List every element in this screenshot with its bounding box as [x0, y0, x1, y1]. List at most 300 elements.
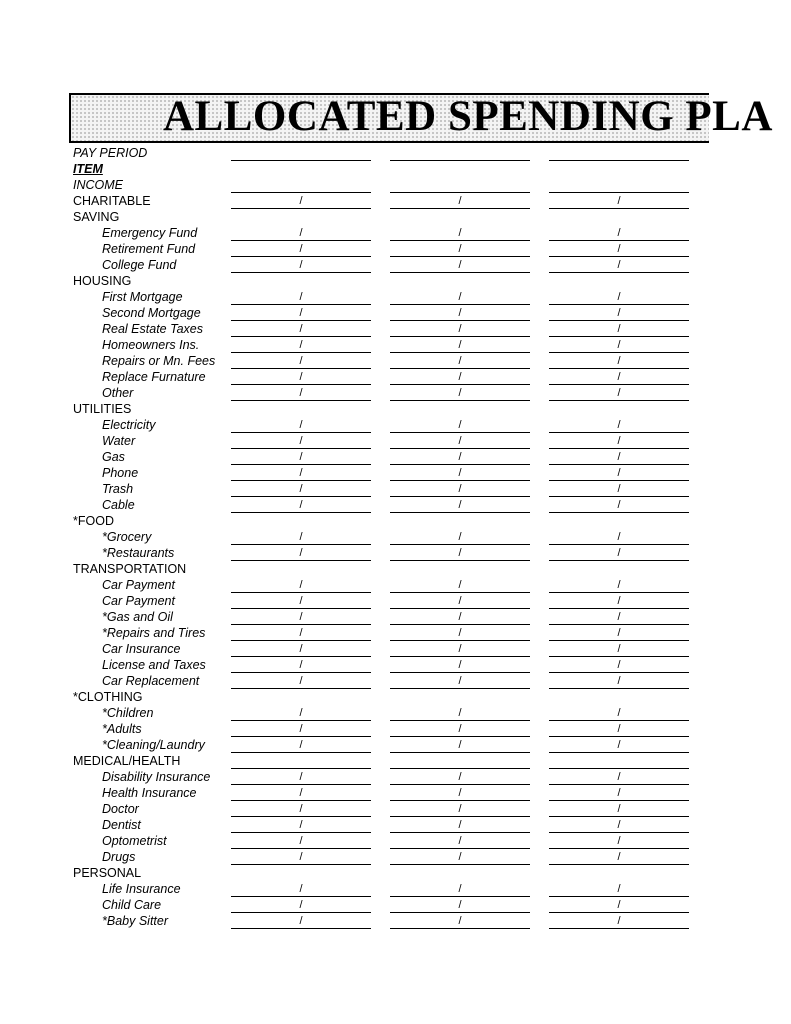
amount-blank-3[interactable]	[549, 385, 689, 401]
amount-blank-2[interactable]	[390, 241, 530, 257]
date-slash: /	[617, 547, 621, 559]
amount-blank-2[interactable]	[390, 305, 530, 321]
date-slash: /	[617, 707, 621, 719]
amount-blank-2[interactable]	[390, 353, 530, 369]
amount-blank-3[interactable]	[549, 913, 689, 929]
amount-blank-3[interactable]	[549, 833, 689, 849]
form-row	[0, 353, 791, 369]
form-row	[0, 481, 791, 497]
amount-blank-1[interactable]	[231, 305, 371, 321]
date-slash: /	[299, 291, 303, 303]
amount-blank-3[interactable]	[549, 193, 689, 209]
amount-blank-1[interactable]	[231, 849, 371, 865]
date-slash: /	[617, 499, 621, 511]
amount-blank-1[interactable]	[231, 465, 371, 481]
form-row	[0, 497, 791, 513]
form-row	[0, 225, 791, 241]
row-label: *Baby Sitter	[102, 914, 169, 928]
date-slash: /	[617, 595, 621, 607]
form-row	[0, 433, 791, 449]
form-row	[0, 865, 791, 881]
date-slash: /	[299, 627, 303, 639]
date-slash: /	[299, 355, 303, 367]
amount-blank-1[interactable]	[231, 913, 371, 929]
date-slash: /	[458, 371, 462, 383]
amount-blank-3[interactable]	[549, 353, 689, 369]
amount-blank-3[interactable]	[549, 465, 689, 481]
date-slash: /	[458, 499, 462, 511]
row-label: HOUSING	[73, 274, 132, 288]
amount-blank-1[interactable]	[231, 193, 371, 209]
date-slash: /	[299, 451, 303, 463]
date-slash: /	[299, 707, 303, 719]
amount-blank-3[interactable]	[549, 481, 689, 497]
row-label: Cable	[102, 498, 135, 512]
date-slash: /	[299, 659, 303, 671]
date-slash: /	[617, 531, 621, 543]
amount-blank-2[interactable]	[390, 801, 530, 817]
amount-blank-2[interactable]	[390, 385, 530, 401]
date-slash: /	[299, 835, 303, 847]
amount-blank-3[interactable]	[549, 641, 689, 657]
row-label: Drugs	[102, 850, 136, 864]
amount-blank-1[interactable]	[231, 369, 371, 385]
amount-blank-2[interactable]	[390, 481, 530, 497]
date-slash: /	[299, 547, 303, 559]
form-row	[0, 785, 791, 801]
amount-blank-2[interactable]	[390, 337, 530, 353]
date-slash: /	[458, 195, 462, 207]
amount-blank-3[interactable]	[549, 769, 689, 785]
amount-blank-2[interactable]	[390, 785, 530, 801]
amount-blank-3[interactable]	[549, 817, 689, 833]
date-slash: /	[458, 675, 462, 687]
amount-blank-1[interactable]	[231, 353, 371, 369]
date-slash: /	[299, 851, 303, 863]
amount-blank-2[interactable]	[390, 849, 530, 865]
row-label: Retirement Fund	[102, 242, 196, 256]
date-slash: /	[617, 739, 621, 751]
amount-blank-3[interactable]	[549, 449, 689, 465]
amount-blank-1[interactable]	[231, 769, 371, 785]
row-label: Phone	[102, 466, 139, 480]
date-slash: /	[458, 771, 462, 783]
amount-blank-2[interactable]	[390, 913, 530, 929]
date-slash: /	[458, 355, 462, 367]
amount-blank-3[interactable]	[549, 433, 689, 449]
form-row	[0, 769, 791, 785]
date-slash: /	[299, 419, 303, 431]
row-label: Car Insurance	[102, 642, 181, 656]
date-slash: /	[299, 339, 303, 351]
date-slash: /	[458, 531, 462, 543]
date-slash: /	[458, 387, 462, 399]
form-row	[0, 913, 791, 929]
form-row	[0, 609, 791, 625]
form-row	[0, 673, 791, 689]
form-row	[0, 289, 791, 305]
date-slash: /	[299, 531, 303, 543]
row-label: ITEM	[73, 162, 103, 176]
date-slash: /	[458, 899, 462, 911]
amount-blank-1[interactable]	[231, 545, 371, 561]
date-slash: /	[458, 739, 462, 751]
row-label: UTILITIES	[73, 402, 132, 416]
row-label: Health Insurance	[102, 786, 197, 800]
row-label: Trash	[102, 482, 134, 496]
row-label: *Restaurants	[102, 546, 175, 560]
amount-blank-3[interactable]	[549, 625, 689, 641]
amount-blank-2[interactable]	[390, 433, 530, 449]
form-row	[0, 689, 791, 705]
amount-blank-1[interactable]	[231, 705, 371, 721]
date-slash: /	[617, 371, 621, 383]
amount-blank-3[interactable]	[549, 305, 689, 321]
date-slash: /	[299, 819, 303, 831]
date-slash: /	[299, 323, 303, 335]
date-slash: /	[617, 883, 621, 895]
amount-blank-3[interactable]	[549, 673, 689, 689]
date-slash: /	[299, 787, 303, 799]
row-label: Emergency Fund	[102, 226, 198, 240]
amount-blank-3[interactable]	[549, 529, 689, 545]
amount-blank-1[interactable]	[231, 289, 371, 305]
row-label: *CLOTHING	[73, 690, 143, 704]
amount-blank-1[interactable]	[231, 385, 371, 401]
date-slash: /	[458, 803, 462, 815]
row-label: Repairs or Mn. Fees	[102, 354, 216, 368]
date-slash: /	[617, 627, 621, 639]
row-label: Dentist	[102, 818, 141, 832]
date-slash: /	[458, 707, 462, 719]
amount-blank-1[interactable]	[231, 673, 371, 689]
amount-blank-3[interactable]	[549, 177, 689, 193]
amount-blank-3[interactable]	[549, 497, 689, 513]
amount-blank-2[interactable]	[390, 497, 530, 513]
form-row	[0, 641, 791, 657]
amount-blank-1[interactable]	[231, 817, 371, 833]
date-slash: /	[299, 915, 303, 927]
amount-blank-3[interactable]	[549, 257, 689, 273]
date-slash: /	[617, 291, 621, 303]
amount-blank-1[interactable]	[231, 257, 371, 273]
form-row	[0, 369, 791, 385]
amount-blank-1[interactable]	[231, 449, 371, 465]
amount-blank-1[interactable]	[231, 497, 371, 513]
amount-blank-2[interactable]	[390, 673, 530, 689]
form-row	[0, 753, 791, 769]
amount-blank-1[interactable]	[231, 577, 371, 593]
amount-blank-2[interactable]	[390, 625, 530, 641]
amount-blank-3[interactable]	[549, 577, 689, 593]
amount-blank-1[interactable]	[231, 225, 371, 241]
amount-blank-3[interactable]	[549, 801, 689, 817]
amount-blank-3[interactable]	[549, 753, 689, 769]
date-slash: /	[299, 387, 303, 399]
form-row	[0, 657, 791, 673]
date-slash: /	[617, 227, 621, 239]
amount-blank-1[interactable]	[231, 801, 371, 817]
amount-blank-3[interactable]	[549, 289, 689, 305]
date-slash: /	[299, 243, 303, 255]
amount-blank-3[interactable]	[549, 881, 689, 897]
row-label: Car Payment	[102, 594, 175, 608]
amount-blank-3[interactable]	[549, 225, 689, 241]
date-slash: /	[299, 227, 303, 239]
amount-blank-2[interactable]	[390, 657, 530, 673]
date-slash: /	[617, 435, 621, 447]
amount-blank-3[interactable]	[549, 849, 689, 865]
date-slash: /	[617, 851, 621, 863]
amount-blank-3[interactable]	[549, 241, 689, 257]
date-slash: /	[458, 627, 462, 639]
amount-blank-1[interactable]	[231, 657, 371, 673]
form-row	[0, 193, 791, 209]
form-row	[0, 849, 791, 865]
amount-blank-1[interactable]	[231, 737, 371, 753]
form-row	[0, 625, 791, 641]
row-label: PAY PERIOD	[73, 146, 148, 160]
amount-blank-3[interactable]	[549, 609, 689, 625]
amount-blank-1[interactable]	[231, 753, 371, 769]
form-row	[0, 561, 791, 577]
date-slash: /	[458, 419, 462, 431]
amount-blank-1[interactable]	[231, 321, 371, 337]
amount-blank-3[interactable]	[549, 657, 689, 673]
form-row	[0, 593, 791, 609]
amount-blank-1[interactable]	[231, 609, 371, 625]
amount-blank-2[interactable]	[390, 833, 530, 849]
amount-blank-2[interactable]	[390, 529, 530, 545]
amount-blank-1[interactable]	[231, 897, 371, 913]
row-label: Gas	[102, 450, 125, 464]
date-slash: /	[458, 915, 462, 927]
amount-blank-3[interactable]	[549, 545, 689, 561]
amount-blank-3[interactable]	[549, 705, 689, 721]
amount-blank-1[interactable]	[231, 785, 371, 801]
date-slash: /	[458, 339, 462, 351]
form-row	[0, 145, 791, 161]
row-label: Car Payment	[102, 578, 175, 592]
form-row	[0, 817, 791, 833]
form-row	[0, 305, 791, 321]
form-row	[0, 833, 791, 849]
amount-blank-1[interactable]	[231, 881, 371, 897]
amount-blank-1[interactable]	[231, 433, 371, 449]
amount-blank-2[interactable]	[390, 289, 530, 305]
date-slash: /	[299, 499, 303, 511]
row-label: CHARITABLE	[73, 194, 151, 208]
row-label: Second Mortgage	[102, 306, 201, 320]
row-label: INCOME	[73, 178, 123, 192]
amount-blank-1[interactable]	[231, 625, 371, 641]
row-label: Homeowners Ins.	[102, 338, 200, 352]
amount-blank-2[interactable]	[390, 769, 530, 785]
date-slash: /	[617, 787, 621, 799]
row-label: *FOOD	[73, 514, 114, 528]
date-slash: /	[299, 883, 303, 895]
amount-blank-3[interactable]	[549, 721, 689, 737]
amount-blank-2[interactable]	[390, 465, 530, 481]
date-slash: /	[617, 451, 621, 463]
row-label: *Grocery	[102, 530, 152, 544]
date-slash: /	[299, 579, 303, 591]
form-row	[0, 257, 791, 273]
amount-blank-2[interactable]	[390, 417, 530, 433]
form-row	[0, 449, 791, 465]
amount-blank-3[interactable]	[549, 369, 689, 385]
amount-blank-2[interactable]	[390, 737, 530, 753]
form-row	[0, 721, 791, 737]
date-slash: /	[299, 643, 303, 655]
date-slash: /	[617, 339, 621, 351]
date-slash: /	[617, 243, 621, 255]
amount-blank-3[interactable]	[549, 785, 689, 801]
date-slash: /	[299, 611, 303, 623]
date-slash: /	[299, 307, 303, 319]
date-slash: /	[299, 483, 303, 495]
amount-blank-3[interactable]	[549, 737, 689, 753]
amount-blank-3[interactable]	[549, 145, 689, 161]
row-label: Car Replacement	[102, 674, 200, 688]
amount-blank-1[interactable]	[231, 593, 371, 609]
date-slash: /	[299, 803, 303, 815]
amount-blank-2[interactable]	[390, 817, 530, 833]
form-row	[0, 465, 791, 481]
form-row	[0, 385, 791, 401]
row-label: Other	[102, 386, 134, 400]
amount-blank-1[interactable]	[231, 529, 371, 545]
form-row	[0, 209, 791, 225]
date-slash: /	[458, 595, 462, 607]
date-slash: /	[617, 611, 621, 623]
amount-blank-2[interactable]	[390, 897, 530, 913]
form-row	[0, 241, 791, 257]
amount-blank-2[interactable]	[390, 225, 530, 241]
date-slash: /	[458, 659, 462, 671]
form-row	[0, 161, 791, 177]
date-slash: /	[299, 595, 303, 607]
amount-blank-3[interactable]	[549, 897, 689, 913]
date-slash: /	[458, 435, 462, 447]
date-slash: /	[458, 835, 462, 847]
amount-blank-2[interactable]	[390, 641, 530, 657]
form-row	[0, 273, 791, 289]
row-label: College Fund	[102, 258, 177, 272]
amount-blank-1[interactable]	[231, 721, 371, 737]
amount-blank-2[interactable]	[390, 321, 530, 337]
date-slash: /	[617, 675, 621, 687]
title-banner	[69, 93, 773, 143]
date-slash: /	[299, 771, 303, 783]
spending-plan-form	[0, 145, 791, 929]
amount-blank-2[interactable]	[390, 193, 530, 209]
date-slash: /	[617, 355, 621, 367]
form-row	[0, 737, 791, 753]
amount-blank-2[interactable]	[390, 609, 530, 625]
date-slash: /	[458, 723, 462, 735]
row-label: MEDICAL/HEALTH	[73, 754, 181, 768]
form-row	[0, 897, 791, 913]
amount-blank-2[interactable]	[390, 577, 530, 593]
date-slash: /	[458, 291, 462, 303]
row-label: *Repairs and Tires	[102, 626, 206, 640]
amount-blank-1[interactable]	[231, 833, 371, 849]
row-label: *Children	[102, 706, 154, 720]
amount-blank-3[interactable]	[549, 417, 689, 433]
form-row	[0, 321, 791, 337]
amount-blank-1[interactable]	[231, 641, 371, 657]
row-label: Electricity	[102, 418, 156, 432]
amount-blank-1[interactable]	[231, 145, 371, 161]
date-slash: /	[458, 851, 462, 863]
amount-blank-2[interactable]	[390, 753, 530, 769]
row-label: Doctor	[102, 802, 139, 816]
amount-blank-2[interactable]	[390, 721, 530, 737]
row-label: Real Estate Taxes	[102, 322, 203, 336]
amount-blank-2[interactable]	[390, 593, 530, 609]
date-slash: /	[458, 227, 462, 239]
amount-blank-3[interactable]	[549, 593, 689, 609]
row-label: Water	[102, 434, 136, 448]
amount-blank-2[interactable]	[390, 449, 530, 465]
amount-blank-1[interactable]	[231, 337, 371, 353]
amount-blank-2[interactable]	[390, 705, 530, 721]
row-label: *Adults	[102, 722, 142, 736]
amount-blank-2[interactable]	[390, 369, 530, 385]
amount-blank-2[interactable]	[390, 177, 530, 193]
date-slash: /	[458, 467, 462, 479]
amount-blank-3[interactable]	[549, 337, 689, 353]
form-row	[0, 881, 791, 897]
row-label: *Cleaning/Laundry	[102, 738, 205, 752]
row-label: Disability Insurance	[102, 770, 211, 784]
date-slash: /	[617, 387, 621, 399]
date-slash: /	[458, 307, 462, 319]
amount-blank-2[interactable]	[390, 145, 530, 161]
date-slash: /	[458, 787, 462, 799]
amount-blank-1[interactable]	[231, 417, 371, 433]
date-slash: /	[299, 675, 303, 687]
date-slash: /	[458, 643, 462, 655]
amount-blank-1[interactable]	[231, 481, 371, 497]
amount-blank-2[interactable]	[390, 545, 530, 561]
date-slash: /	[617, 659, 621, 671]
amount-blank-3[interactable]	[549, 321, 689, 337]
date-slash: /	[458, 579, 462, 591]
amount-blank-1[interactable]	[231, 177, 371, 193]
amount-blank-1[interactable]	[231, 241, 371, 257]
date-slash: /	[299, 467, 303, 479]
row-label: *Gas and Oil	[102, 610, 173, 624]
amount-blank-2[interactable]	[390, 881, 530, 897]
date-slash: /	[617, 803, 621, 815]
date-slash: /	[617, 307, 621, 319]
date-slash: /	[299, 899, 303, 911]
date-slash: /	[299, 195, 303, 207]
date-slash: /	[458, 819, 462, 831]
date-slash: /	[617, 723, 621, 735]
row-label: Life Insurance	[102, 882, 181, 896]
form-row	[0, 545, 791, 561]
date-slash: /	[617, 483, 621, 495]
date-slash: /	[458, 243, 462, 255]
date-slash: /	[299, 259, 303, 271]
amount-blank-2[interactable]	[390, 257, 530, 273]
row-label: SAVING	[73, 210, 120, 224]
date-slash: /	[617, 259, 621, 271]
date-slash: /	[458, 259, 462, 271]
